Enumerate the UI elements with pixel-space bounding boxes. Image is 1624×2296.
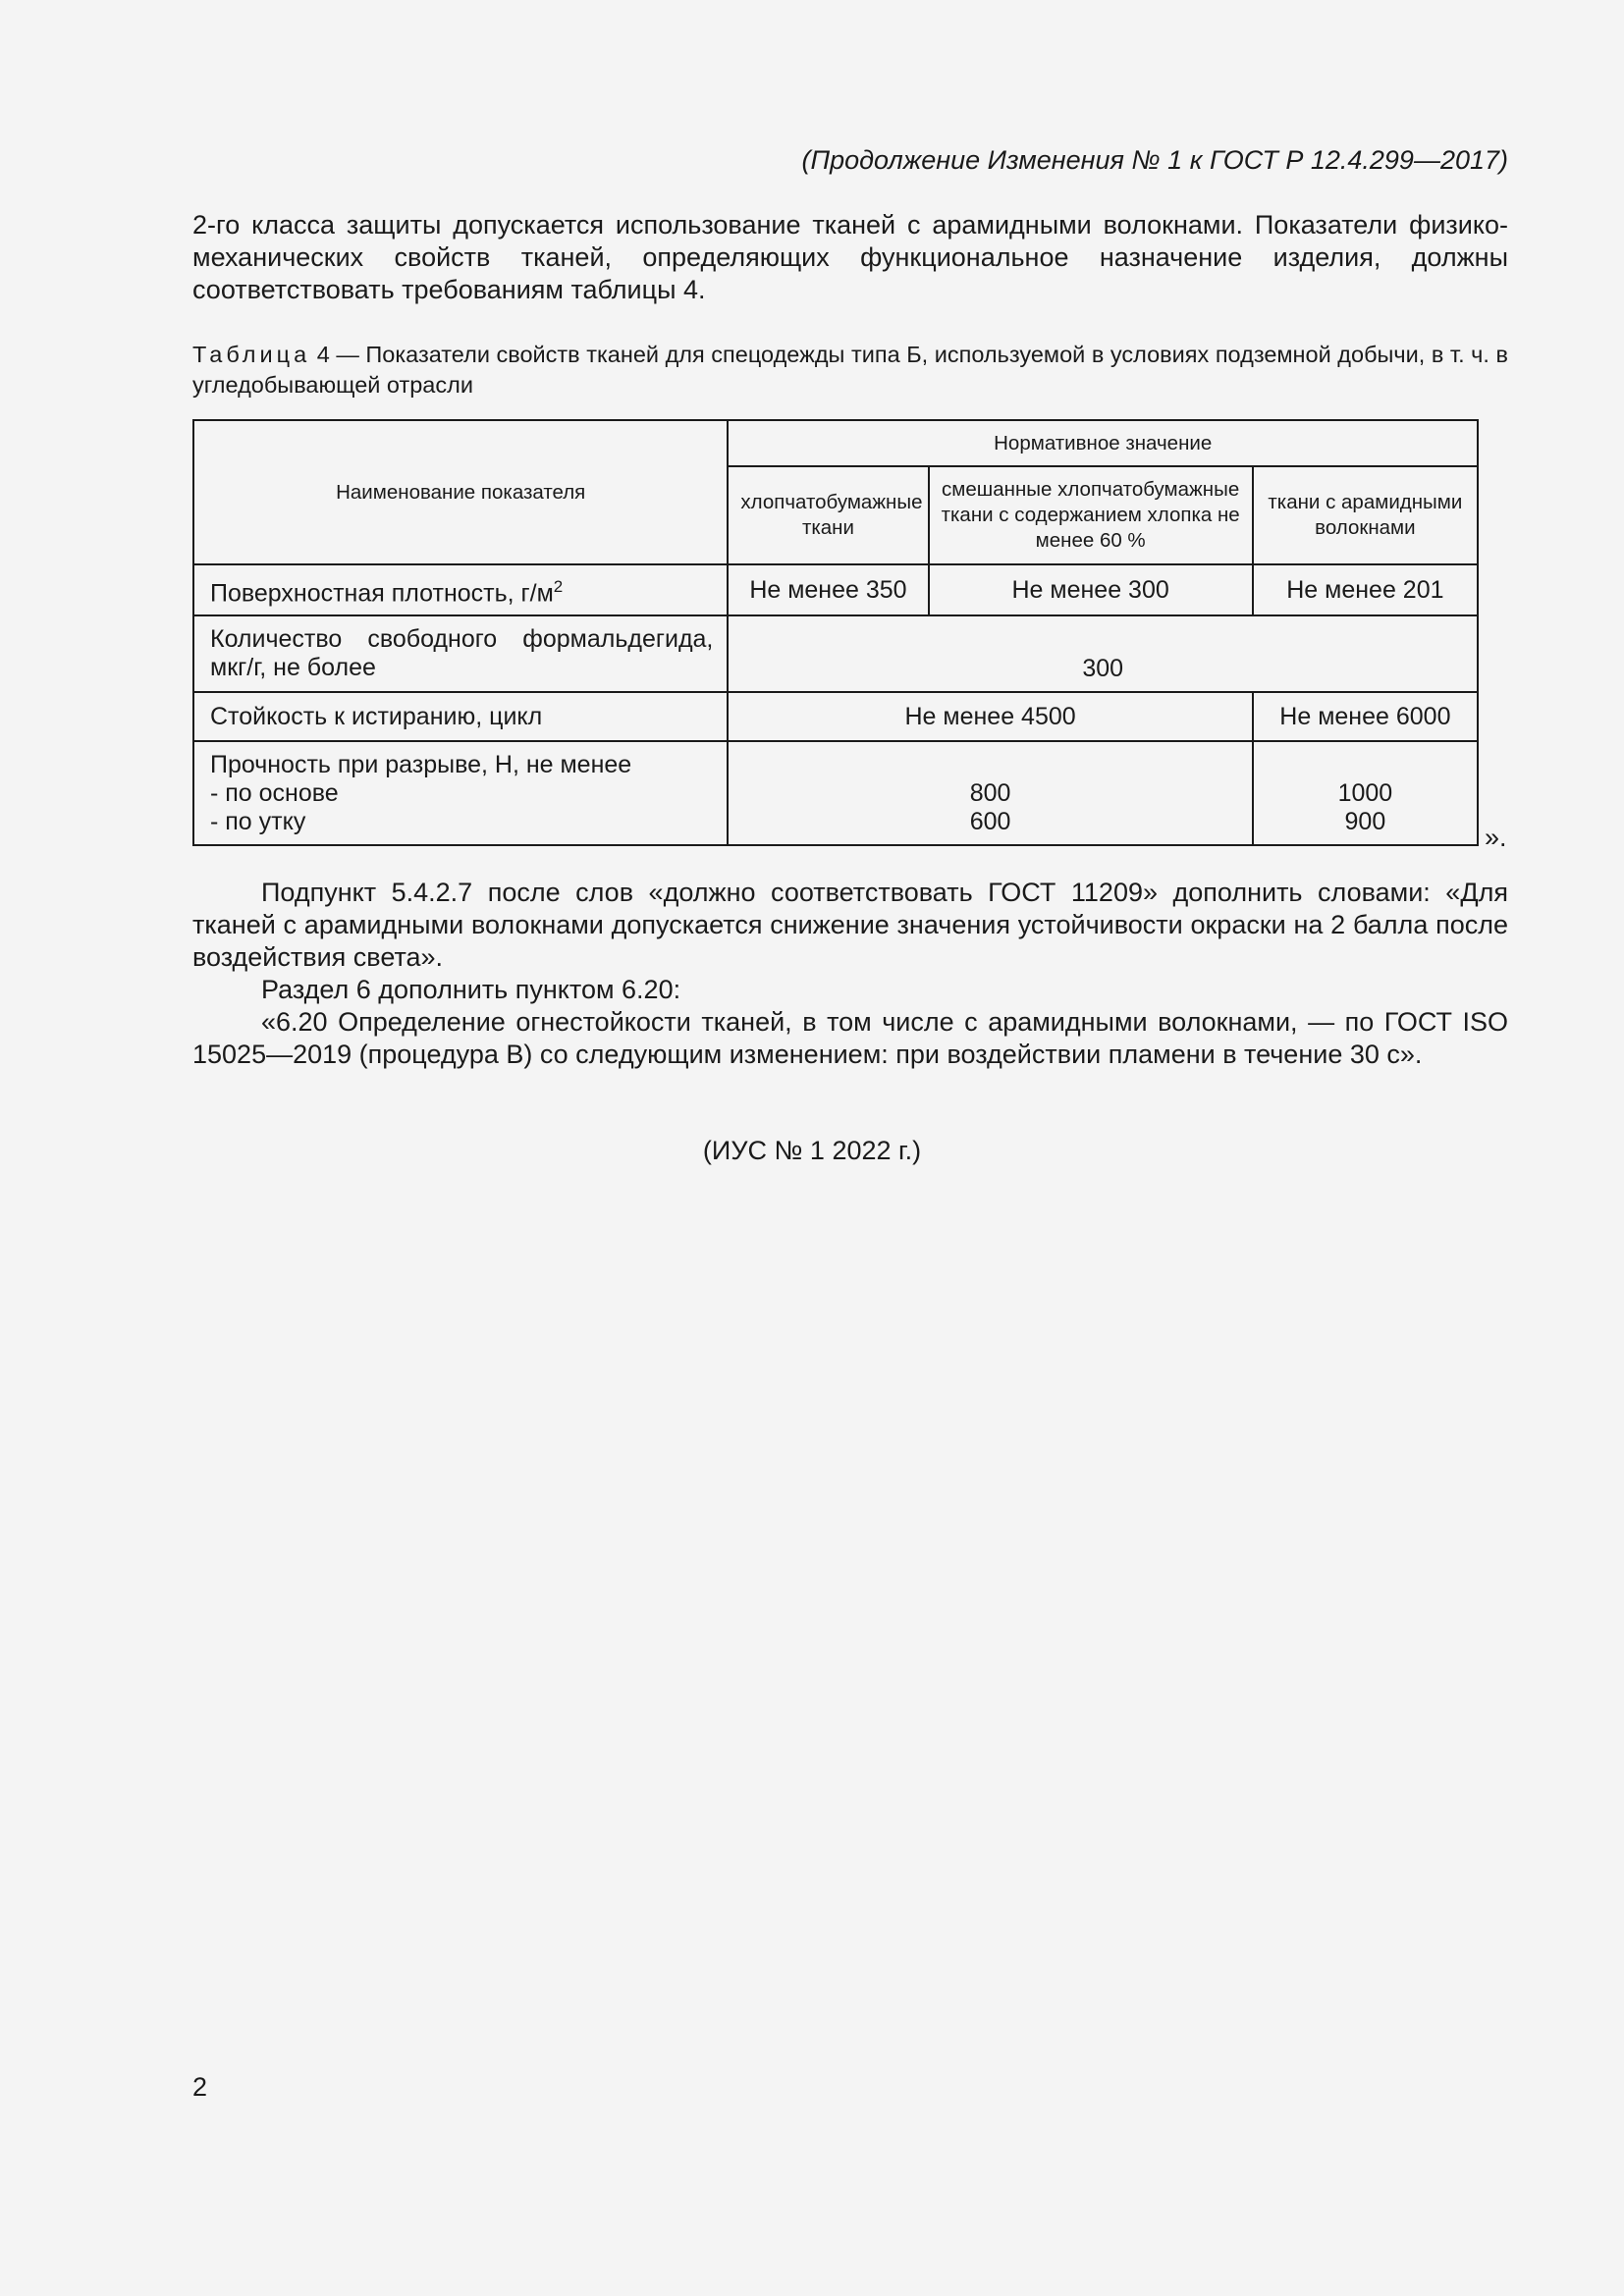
page-number: 2 <box>192 2072 208 2102</box>
col-header-cotton: хлопчатобумажные ткани <box>728 466 928 564</box>
row-name-density-text: Поверхностная плотность, г/м <box>210 579 554 608</box>
abrasion-cotton-blended: Не менее 4500 <box>728 692 1252 741</box>
row-name-formaldehyde-line2: мкг/г, не более <box>210 654 376 681</box>
tensile-aramid <box>1253 741 1478 845</box>
table-row-formaldehyde <box>193 615 1478 692</box>
row-name-formaldehyde-line1: Количество свободного формальдегида, <box>210 625 714 653</box>
row-name-density-sup: 2 <box>553 576 564 596</box>
intro-paragraph: 2-го класса защиты допускается использование тканей с арамидными волокнами. Показатели физико-механических свойств тканей, определяющих функциональное назначение изделия, должны соответствовать требованиям таблицы 4. <box>192 210 1508 304</box>
row-name-abrasion: Стойкость к истиранию, цикл <box>193 692 728 741</box>
row-name-tensile-line3: - по утку <box>210 808 306 835</box>
tensile-cotton-blended-warp: 800 <box>969 779 1011 807</box>
row-name-tensile-line1: Прочность при разрыве, Н, не менее <box>210 751 632 778</box>
tensile-cotton-blended <box>728 741 1252 845</box>
table-caption-label: Таблица <box>192 342 311 367</box>
col-header-group: Нормативное значение <box>728 420 1478 466</box>
table-row-tensile <box>193 741 1478 845</box>
tensile-cotton-blended-weft: 600 <box>969 808 1011 835</box>
row-name-formaldehyde <box>193 615 728 692</box>
density-blended: Не менее 300 <box>929 564 1253 615</box>
row-name-tensile <box>193 741 728 845</box>
density-cotton: Не менее 350 <box>728 564 928 615</box>
row-name-density <box>193 564 728 615</box>
paragraph-5427: Подпункт 5.4.2.7 после слов «должно соответствовать ГОСТ 11209» дополнить словами: «Для тканей с арамидными волокнами допускается снижение значения устойчивости окраски на 2 балла после воздействия света». <box>192 878 1508 972</box>
table-row-density <box>193 564 1478 615</box>
paragraph-620: «6.20 Определение огнестойкости тканей, в том числе с арамидными волокнами, — по ГОСТ ISO 15025—2019 (процедура В) со следующим изменением: при воздействии пламени в течение 30 с». <box>192 1007 1508 1069</box>
table-row-abrasion <box>193 692 1478 741</box>
table-closing-quote: ». <box>1485 823 1507 852</box>
paragraph-section6: Раздел 6 дополнить пунктом 6.20: <box>261 975 681 1004</box>
table-caption <box>192 340 1508 400</box>
col-header-aramid: ткани с арамидными волокнами <box>1253 466 1478 564</box>
col-header-blended: смешанные хлопчатобумажные ткани с содержанием хлопка не менее 60 % <box>929 466 1253 564</box>
table-caption-number: 4 <box>316 342 330 367</box>
formaldehyde-value: 300 <box>728 615 1478 692</box>
density-aramid: Не менее 201 <box>1253 564 1478 615</box>
page-header: (Продолжение Изменения № 1 к ГОСТ Р 12.4.299—2017) <box>801 145 1508 175</box>
properties-table <box>192 419 1479 846</box>
source-note: (ИУС № 1 2022 г.) <box>702 1136 922 1165</box>
tensile-aramid-weft: 900 <box>1344 808 1386 835</box>
tensile-aramid-warp: 1000 <box>1337 779 1393 807</box>
col-header-name: Наименование показателя <box>193 420 728 564</box>
table-header-row <box>193 420 1478 466</box>
table-caption-text: — Показатели свойств тканей для спецодежды типа Б, используемой в условиях подземной добычи, в т. ч. в угледобывающей отрасли <box>192 342 1508 398</box>
abrasion-aramid: Не менее 6000 <box>1253 692 1478 741</box>
row-name-tensile-line2: - по основе <box>210 779 339 807</box>
